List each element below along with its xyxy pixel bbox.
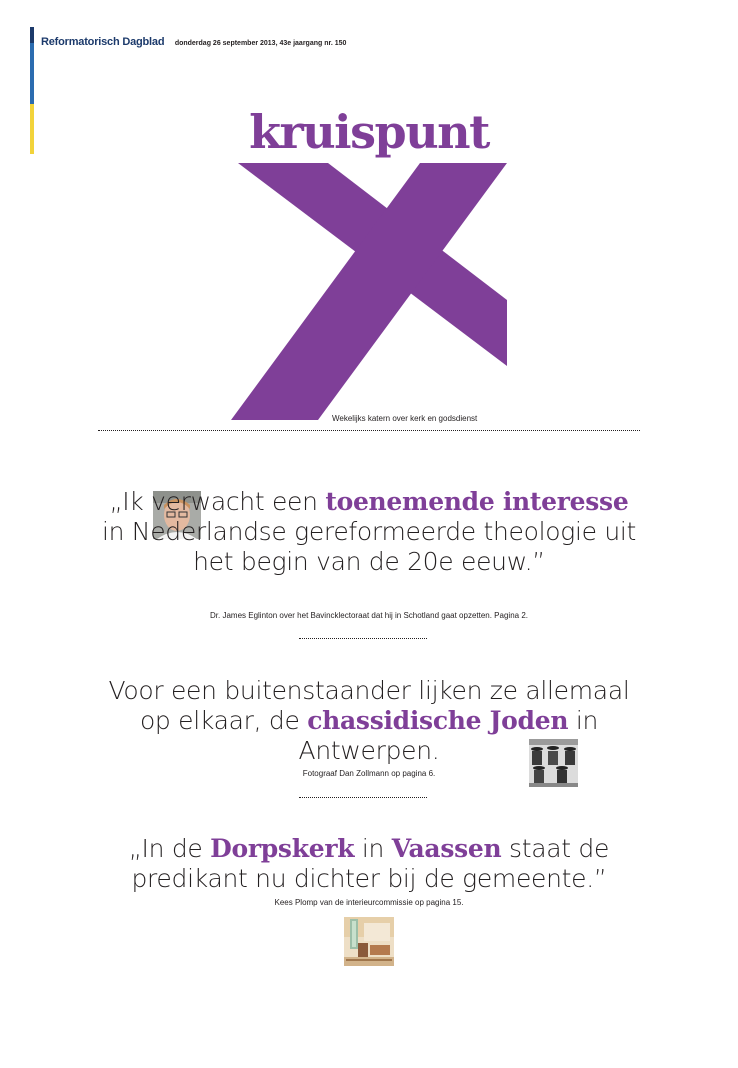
photo-thumbnail-church (344, 917, 394, 966)
quote-highlight: Vaassen (391, 834, 502, 863)
section-title: kruispunt (249, 105, 489, 159)
header-divider (98, 430, 640, 431)
caption-eglinton: Dr. James Eglinton over het Bavincklectoraat dat hij in Schotland gaat opzetten. Pagina 2. (210, 611, 528, 620)
item-divider (299, 797, 427, 798)
item-divider (299, 638, 427, 639)
photo-thumbnail-jews (529, 739, 578, 787)
quote-text: in (354, 834, 392, 863)
quote-eglinton (100, 487, 638, 577)
quote-text: in Antwerpen. (298, 706, 599, 765)
quote-text: staat de predikant nu dichter bij de gemeente.” (131, 834, 610, 893)
quote-highlight: toenemende interesse (325, 487, 629, 516)
caption-zollmann: Fotograaf Dan Zollmann op pagina 6. (302, 769, 436, 778)
quote-text: Voor een buitenstaander lijken ze allemaal op elkaar, de (108, 676, 630, 735)
caption-plomp: Kees Plomp van de interieurcommissie op pagina 15. (274, 898, 464, 907)
quote-plomp (100, 834, 638, 894)
quote-text: „In de (128, 834, 211, 863)
issue-date: donderdag 26 september 2013, 43e jaargang nr. 150 (174, 40, 347, 47)
quote-highlight: Dorpskerk (210, 834, 355, 863)
quote-text: „Ik verwacht een (109, 487, 326, 516)
cross-logo-icon (0, 0, 738, 430)
quote-highlight: chassidische Joden (307, 706, 569, 735)
section-tagline: Wekelijks katern over kerk en godsdienst (332, 414, 478, 423)
photo-image (529, 739, 578, 787)
newspaper-name: Reformatorisch Dagblad (41, 36, 165, 48)
photo-image (344, 917, 394, 966)
quote-text: in Nederlandse gereformeerde theologie uit het begin van de 20e eeuw.” (101, 517, 637, 576)
